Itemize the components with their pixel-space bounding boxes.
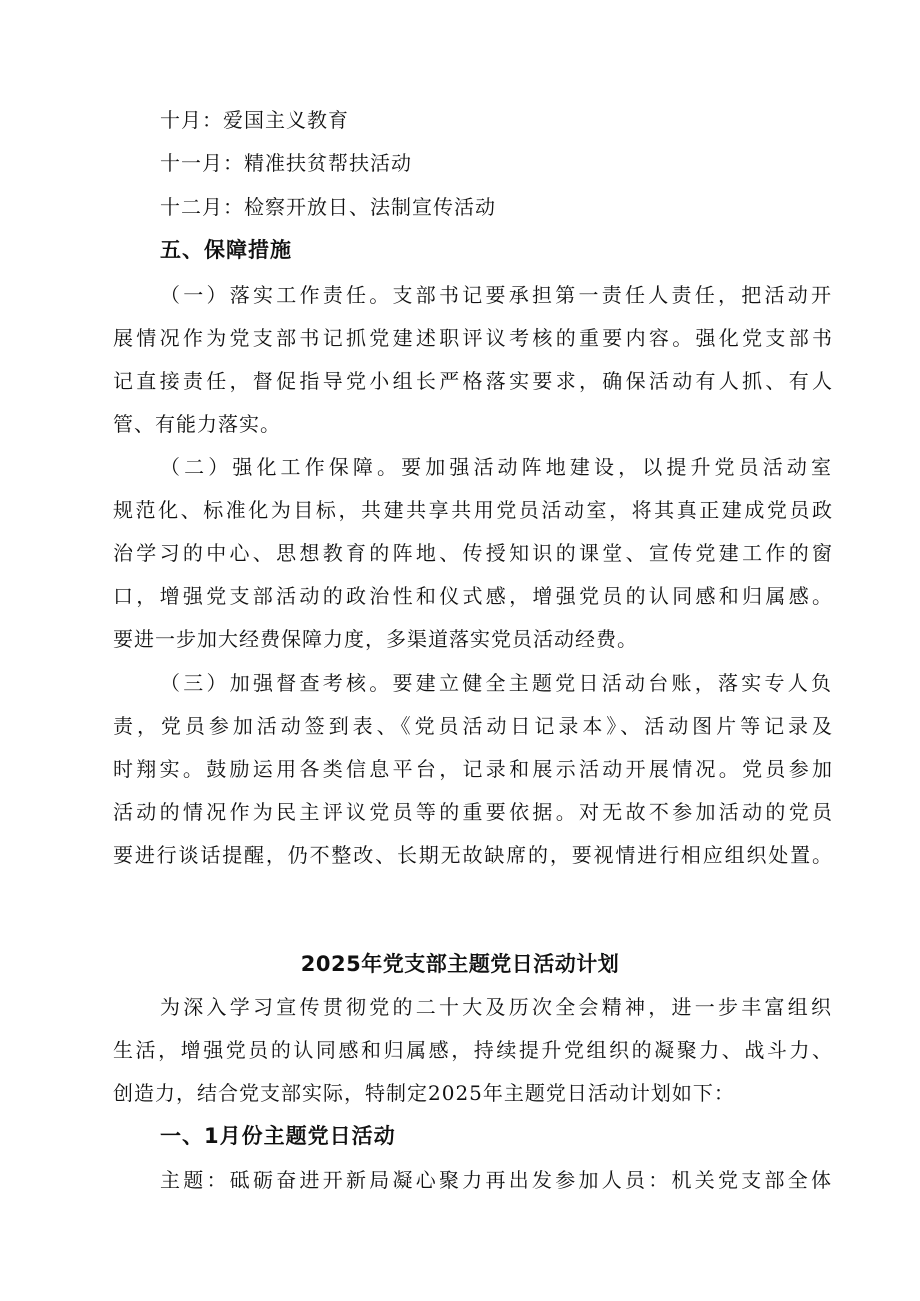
paragraph-line: （二）强化工作保障。要加强活动阵地建设，以提升党员活动室 — [160, 455, 832, 479]
paragraph-line: 记直接责任，督促指导党小组长严格落实要求，确保活动有人抓、有人 — [113, 369, 833, 393]
paragraph-line: 创造力，结合党支部实际，特制定2025年主题党日活动计划如下： — [113, 1081, 735, 1105]
paragraph-line: 治学习的中心、思想教育的阵地、传授知识的课堂、宣传党建工作的窗 — [113, 541, 833, 565]
paragraph-line: 管、有能力落实。 — [113, 412, 281, 436]
paragraph-line: 时翔实。鼓励运用各类信息平台，记录和展示活动开展情况。党员参加 — [113, 757, 833, 781]
paragraph-line: 要进一步加大经费保障力度，多渠道落实党员活动经费。 — [113, 627, 638, 651]
paragraph-line: 生活，增强党员的认同感和归属感，持续提升党组织的凝聚力、战斗力、 — [113, 1038, 833, 1062]
section-heading-january: 一、1月份主题党日活动 — [160, 1124, 396, 1148]
document-title: 2025年党支部主题党日活动计划 — [300, 952, 620, 976]
paragraph-line: 为深入学习宣传贯彻党的二十大及历次全会精神，进一步丰富组织 — [160, 995, 832, 1019]
paragraph-line: （一）落实工作责任。支部书记要承担第一责任人责任，把活动开 — [160, 283, 832, 307]
paragraph-line: 责，党员参加活动签到表、《党员活动日记录本》、活动图片等记录及 — [113, 714, 833, 738]
paragraph-line: 活动的情况作为民主评议党员等的重要依据。对无故不参加活动的党员 — [113, 800, 833, 824]
month-item-november: 十一月：精准扶贫帮扶活动 — [160, 151, 412, 175]
paragraph-line: （三）加强督查考核。要建立健全主题党日活动台账，落实专人负 — [160, 671, 832, 695]
paragraph-line: 要进行谈话提醒，仍不整改、长期无故缺席的，要视情进行相应组织处置。 — [113, 843, 833, 867]
month-item-december: 十二月：检察开放日、法制宣传活动 — [160, 195, 496, 219]
month-item-october: 十月：爱国主义教育 — [160, 108, 349, 132]
theme-line: 主题：砥砺奋进开新局凝心聚力再出发参加人员：机关党支部全体 — [160, 1168, 832, 1192]
section-heading-safeguards: 五、保障措施 — [160, 238, 292, 262]
paragraph-line: 规范化、标准化为目标，共建共享共用党员活动室，将其真正建成党员政 — [113, 498, 833, 522]
paragraph-line: 口，增强党支部活动的政治性和仪式感，增强党员的认同感和归属感。 — [113, 584, 833, 608]
paragraph-line: 展情况作为党支部书记抓党建述职评议考核的重要内容。强化党支部书 — [113, 326, 833, 350]
